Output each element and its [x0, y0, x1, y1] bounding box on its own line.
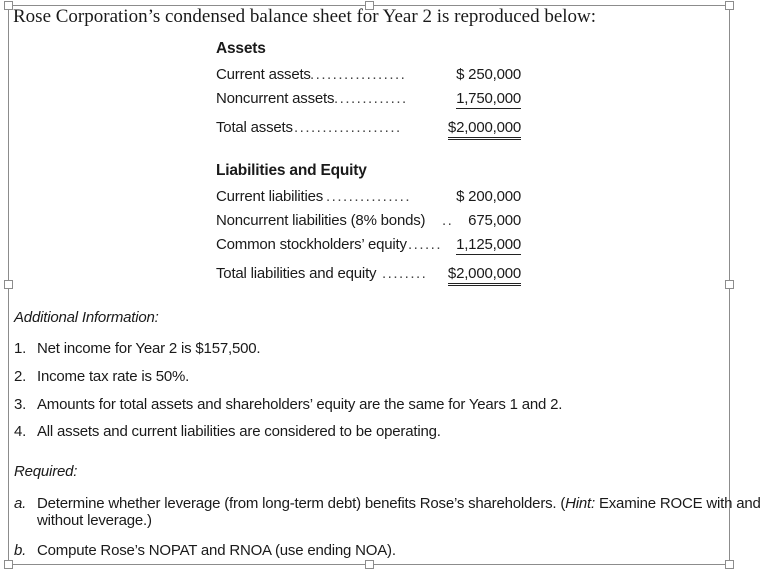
info-item	[14, 368, 189, 385]
info-text: All assets and current liabilities are considered to be operating.	[37, 423, 441, 440]
resize-handle-bottom[interactable]	[365, 560, 374, 569]
hint-label: Hint:	[565, 495, 595, 512]
intro-text: Rose Corporation’s condensed balance sheet for Year 2 is reproduced below:	[13, 6, 597, 27]
row-label: Current assets	[216, 66, 311, 83]
balance-row-total	[216, 263, 521, 287]
info-number: 2.	[14, 368, 27, 385]
required-text: Examine ROCE with and	[594, 495, 761, 512]
required-heading: Required:	[14, 463, 78, 480]
required-text: Compute Rose’s NOPAT and RNOA (use ending NOA).	[37, 542, 396, 559]
leader-dots: .............	[334, 90, 408, 107]
row-amount: 675,000	[468, 212, 521, 229]
row-label: Current liabilities	[216, 188, 324, 205]
row-amount: 1,125,000	[456, 236, 521, 253]
row-label: Noncurrent liabilities (8% bonds)	[216, 212, 426, 229]
row-amount: $2,000,000	[448, 265, 521, 286]
leader-dots: .................	[310, 66, 407, 83]
required-letter: b.	[14, 542, 27, 559]
assets-heading: Assets	[216, 40, 266, 57]
assets-section	[216, 40, 521, 141]
info-item	[14, 340, 260, 357]
required-letter: a.	[14, 495, 27, 512]
balance-row-total	[216, 117, 521, 141]
info-text: Amounts for total assets and shareholders’ equity are the same for Years 1 and 2.	[37, 396, 563, 413]
row-amount: $ 250,000	[456, 66, 521, 83]
additional-heading: Additional Information:	[14, 309, 159, 326]
resize-handle-left[interactable]	[4, 280, 13, 289]
leader-dots: ...............	[326, 188, 412, 205]
row-label: Noncurrent assets	[216, 90, 335, 107]
row-label: Total assets	[216, 119, 293, 136]
info-number: 3.	[14, 396, 27, 413]
required-item-b	[14, 542, 396, 559]
required-item-a	[14, 495, 761, 529]
row-amount: $2,000,000	[448, 119, 521, 140]
row-label: Total liabilities and equity	[216, 265, 377, 282]
info-text: Net income for Year 2 is $157,500.	[37, 340, 261, 357]
resize-handle-top-left[interactable]	[4, 1, 13, 10]
resize-handle-bottom-right[interactable]	[725, 560, 734, 569]
leader-dots: ......	[408, 236, 443, 253]
balance-row	[216, 210, 521, 234]
leader-dots: ...................	[294, 119, 402, 136]
required-text: Determine whether leverage (from long-term debt) benefits Rose’s shareholders. (	[37, 495, 566, 512]
row-amount: 1,750,000	[456, 90, 521, 107]
balance-row	[216, 64, 521, 88]
info-item	[14, 396, 562, 413]
resize-handle-top-right[interactable]	[725, 1, 734, 10]
required-text-continued: without leverage.)	[37, 512, 152, 529]
balance-row	[216, 88, 521, 112]
info-number: 1.	[14, 340, 27, 357]
liabilities-heading: Liabilities and Equity	[216, 162, 367, 179]
balance-row	[216, 186, 521, 210]
info-text: Income tax rate is 50%.	[37, 368, 190, 385]
info-number: 4.	[14, 423, 27, 440]
row-amount: $ 200,000	[456, 188, 521, 205]
leader-dots: ........	[382, 265, 428, 282]
resize-handle-bottom-left[interactable]	[4, 560, 13, 569]
resize-handle-right[interactable]	[725, 280, 734, 289]
info-item	[14, 423, 441, 440]
balance-row	[216, 234, 521, 258]
leader-dots: ..	[442, 212, 454, 229]
row-label: Common stockholders’ equity	[216, 236, 407, 253]
liabilities-section	[216, 162, 521, 287]
